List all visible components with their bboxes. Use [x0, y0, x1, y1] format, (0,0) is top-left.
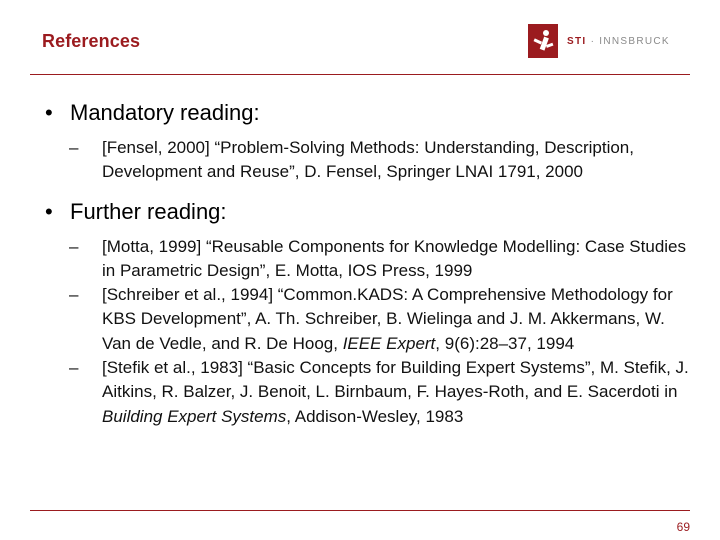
page-title: References [42, 31, 141, 51]
reference-text-tail: , 9(6):28–37, 1994 [435, 333, 575, 353]
reference-text: [Fensel, 2000] “Problem-Solving Methods: Understanding, Description, Development and Reuse”, D. Fensel, Springer LNAI 1791, 2000 [102, 138, 634, 182]
reference-item [69, 136, 695, 185]
bullet-icon: • [45, 100, 53, 125]
reference-text-main: [Schreiber et al., 1994] “Common.KADS: A Comprehensive Methodology for KBS Development”, A. Th. Schreiber, B. Wielinga and J. M. Akkermans, W. Van de Vedle, and R. De Hoog, [102, 285, 673, 353]
reference-text-tail: , Addison-Wesley, 1983 [286, 406, 464, 426]
section-label: Mandatory reading: [70, 100, 260, 125]
section-label: Further reading: [70, 198, 227, 224]
page-number: 69 [676, 520, 690, 534]
logo-location: INNSBRUCK [599, 35, 670, 47]
footer-divider [30, 510, 690, 511]
sti-logo-icon [528, 24, 558, 58]
sti-logo [528, 24, 670, 58]
references-content [45, 100, 695, 443]
logo-text [567, 36, 670, 47]
section-heading-mandatory [45, 100, 695, 126]
logo-separator: · [590, 35, 596, 47]
logo-brand: STI [567, 35, 587, 47]
header-divider [30, 74, 690, 75]
dash-icon: – [69, 138, 79, 157]
bullet-icon: • [45, 198, 53, 224]
mandatory-reading-list [69, 136, 695, 185]
reference-venue: Building Expert Systems [102, 406, 287, 426]
reference-text-main: [Stefik et al., 1983] “Basic Concepts for Building Expert Systems”, M. Stefik, J. Aitkins, R. Balzer, J. Benoit, L. Birnbaum, F. Hayes-Roth, and E. Sacerdoti in [102, 358, 689, 402]
section-heading-further [45, 199, 695, 225]
reference-venue: IEEE Expert [342, 333, 436, 353]
dash-icon: – [69, 285, 79, 305]
reference-item [69, 356, 695, 429]
reference-text [102, 283, 695, 356]
dash-icon: – [69, 358, 79, 378]
reference-text: [Motta, 1999] “Reusable Components for Knowledge Modelling: Case Studies in Parametric Design”, E. Motta, IOS Press, 1999 [102, 236, 687, 280]
reference-item [69, 235, 695, 284]
further-reading-list [69, 235, 695, 429]
dash-icon: – [69, 236, 79, 256]
reference-item [69, 283, 695, 356]
reference-text [102, 356, 695, 429]
